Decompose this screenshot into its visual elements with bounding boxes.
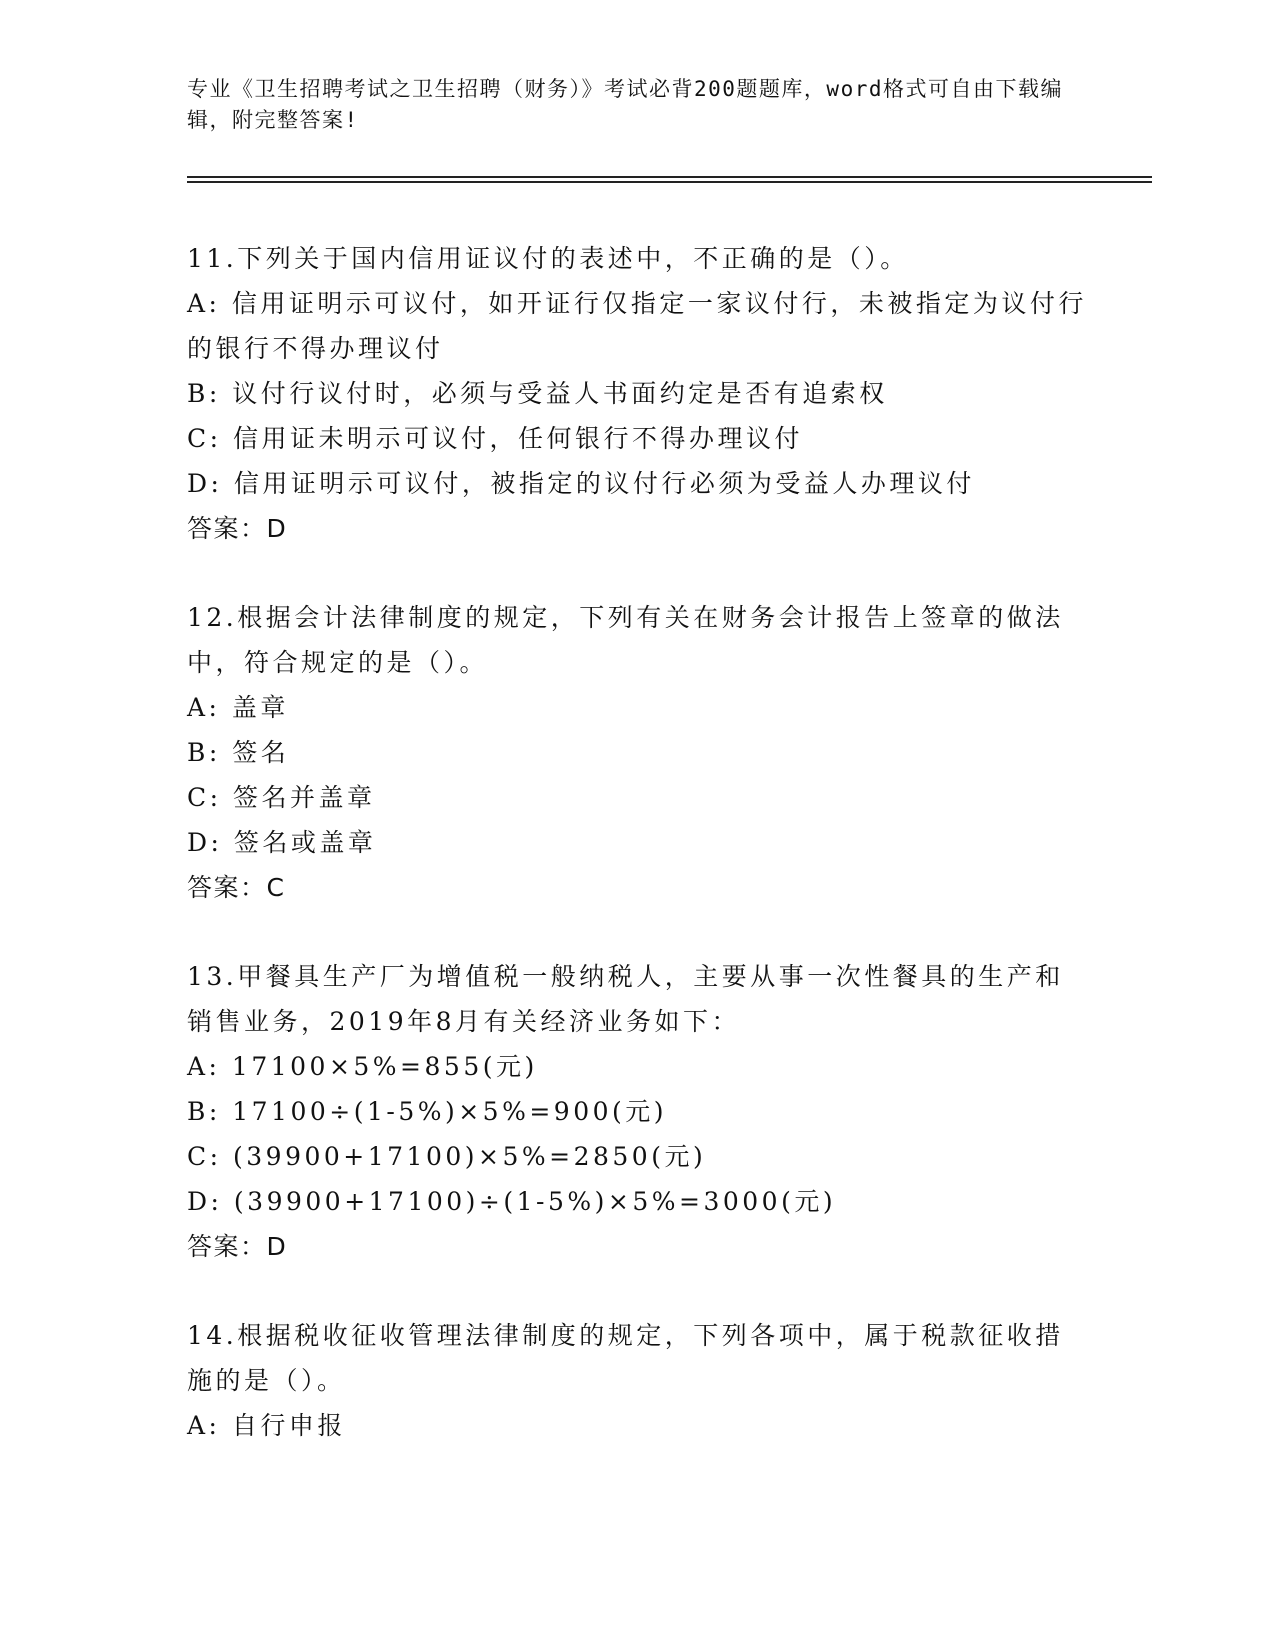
question-stem: 13.甲餐具生产厂为增值税一般纳税人，主要从事一次性餐具的生产和销售业务，2019年8月有关经济业务如下： bbox=[187, 962, 1064, 1036]
answer-line: 答案：D bbox=[187, 514, 288, 543]
question-13 bbox=[187, 954, 1087, 1269]
option-a: A: 盖章 bbox=[187, 693, 289, 722]
option-d: D: (39900+17100)÷(1-5%)×5%=3000(元) bbox=[187, 1187, 837, 1216]
option-b: B: 签名 bbox=[187, 738, 290, 767]
option-c: C: 签名并盖章 bbox=[187, 783, 376, 812]
document-header bbox=[187, 74, 1067, 136]
option-b: B: 议付行议付时，必须与受益人书面约定是否有追索权 bbox=[187, 379, 888, 408]
question-stem: 11.下列关于国内信用证议付的表述中，不正确的是（）。 bbox=[187, 244, 909, 273]
option-c: C: 信用证未明示可议付，任何银行不得办理议付 bbox=[187, 424, 803, 453]
option-d: D: 信用证明示可议付，被指定的议付行必须为受益人办理议付 bbox=[187, 469, 975, 498]
option-d: D: 签名或盖章 bbox=[187, 828, 377, 857]
question-11 bbox=[187, 236, 1087, 551]
question-14 bbox=[187, 1313, 1087, 1448]
header-intro-text: 专业《卫生招聘考试之卫生招聘（财务）》考试必背200题题库，word格式可自由下载编辑，附完整答案! bbox=[187, 77, 1063, 132]
question-list bbox=[187, 236, 1087, 1492]
option-c: C: (39900+17100)×5%=2850(元) bbox=[187, 1142, 707, 1171]
answer-line: 答案：D bbox=[187, 1232, 288, 1261]
option-a: A: 17100×5%=855(元) bbox=[187, 1052, 538, 1081]
header-divider-bottom bbox=[187, 181, 1152, 183]
option-a: A: 自行申报 bbox=[187, 1411, 346, 1440]
option-b: B: 17100÷(1-5%)×5%=900(元) bbox=[187, 1097, 668, 1126]
question-stem: 12.根据会计法律制度的规定，下列有关在财务会计报告上签章的做法中，符合规定的是（）。 bbox=[187, 603, 1064, 677]
question-12 bbox=[187, 595, 1087, 910]
answer-line: 答案：C bbox=[187, 873, 286, 902]
question-stem: 14.根据税收征收管理法律制度的规定，下列各项中，属于税款征收措施的是（）。 bbox=[187, 1321, 1064, 1395]
option-a: A: 信用证明示可议付，如开证行仅指定一家议付行，未被指定为议付行的银行不得办理议付 bbox=[187, 289, 1087, 363]
header-divider-top bbox=[187, 176, 1152, 178]
